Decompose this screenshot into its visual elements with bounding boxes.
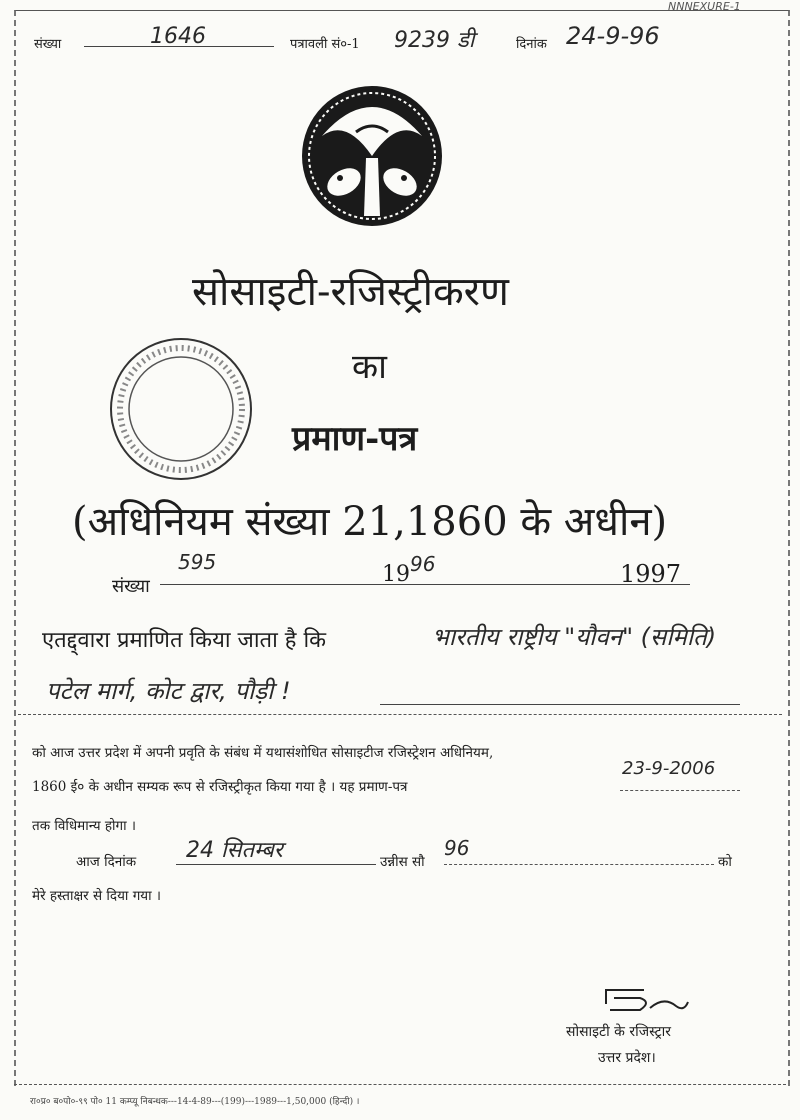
society-address: पटेल मार्ग, कोट द्वार, पौड़ी !: [46, 677, 291, 705]
certify-prefix: एतद्द्वारा प्रमाणित किया जाता है कि: [42, 628, 327, 653]
reg-number: 595: [178, 550, 217, 574]
top-sankhya-label: संख्या: [34, 37, 62, 52]
corner-mark: NNNEXURE-1: [668, 0, 741, 13]
unnis-sau-label: उन्नीस सौ: [380, 854, 425, 870]
file-value: 9239 डी: [394, 28, 475, 53]
act-reference: (अधिनियम संख्या 21,1860 के अधीन): [72, 499, 668, 545]
aaj-dinank-value: 24 सितम्बर: [186, 838, 283, 863]
body-line-3: तक विधिमान्य होगा ।: [32, 818, 136, 834]
reg-year-hand: 96: [410, 552, 436, 576]
signature-state: उत्तर प्रदेश।: [598, 1050, 656, 1066]
body-line-5: मेरे हस्ताक्षर से दिया गया ।: [32, 888, 162, 904]
file-label: पत्रावली सं०-1: [290, 37, 360, 52]
ko-label: को: [718, 854, 732, 870]
society-name: भारतीय राष्ट्रीय "यौवन" (समिति): [432, 623, 717, 651]
official-seal-icon: [108, 336, 254, 482]
aaj-dinank-label: आज दिनांक: [76, 854, 137, 870]
reg-year-end: 1997: [620, 560, 682, 588]
top-date-label: दिनांक: [516, 37, 547, 52]
top-date-value: 24-9-96: [566, 22, 660, 50]
press-footer: रा०प्र० ब०पो०-९९ पो० 11 कम्प्यू निबन्धक---14-4-89---(199)---1989---1,50,000 (हिन्दी) ।: [30, 1097, 360, 1107]
reg-year-print: 19: [382, 562, 410, 587]
registrar-signature-icon: [600, 984, 690, 1018]
body-line-2: 1860 ई० के अधीन सम्यक रूप से रजिस्ट्रीकृत किया गया है । यह प्रमाण-पत्र: [32, 779, 408, 795]
signature-title: सोसाइटी के रजिस्ट्रार: [566, 1024, 671, 1040]
reg-sankhya-label: संख्या: [112, 576, 150, 597]
heading-pramaan-patra: प्रमाण-पत्र: [292, 419, 418, 459]
unnis-sau-value: 96: [444, 836, 470, 860]
top-sankhya-value: 1646: [150, 24, 206, 49]
valid-until-date: 23-9-2006: [622, 758, 716, 779]
certificate-title: सोसाइटी-रजिस्ट्रीकरण: [192, 269, 509, 315]
body-line-1: को आज उत्तर प्रदेश में अपनी प्रवृति के संबंध में यथासंशोधित सोसाइटीज रजिस्ट्रेशन अधिनियम,: [32, 745, 494, 761]
heading-ka: का: [352, 347, 387, 387]
state-emblem-icon: [300, 84, 444, 228]
